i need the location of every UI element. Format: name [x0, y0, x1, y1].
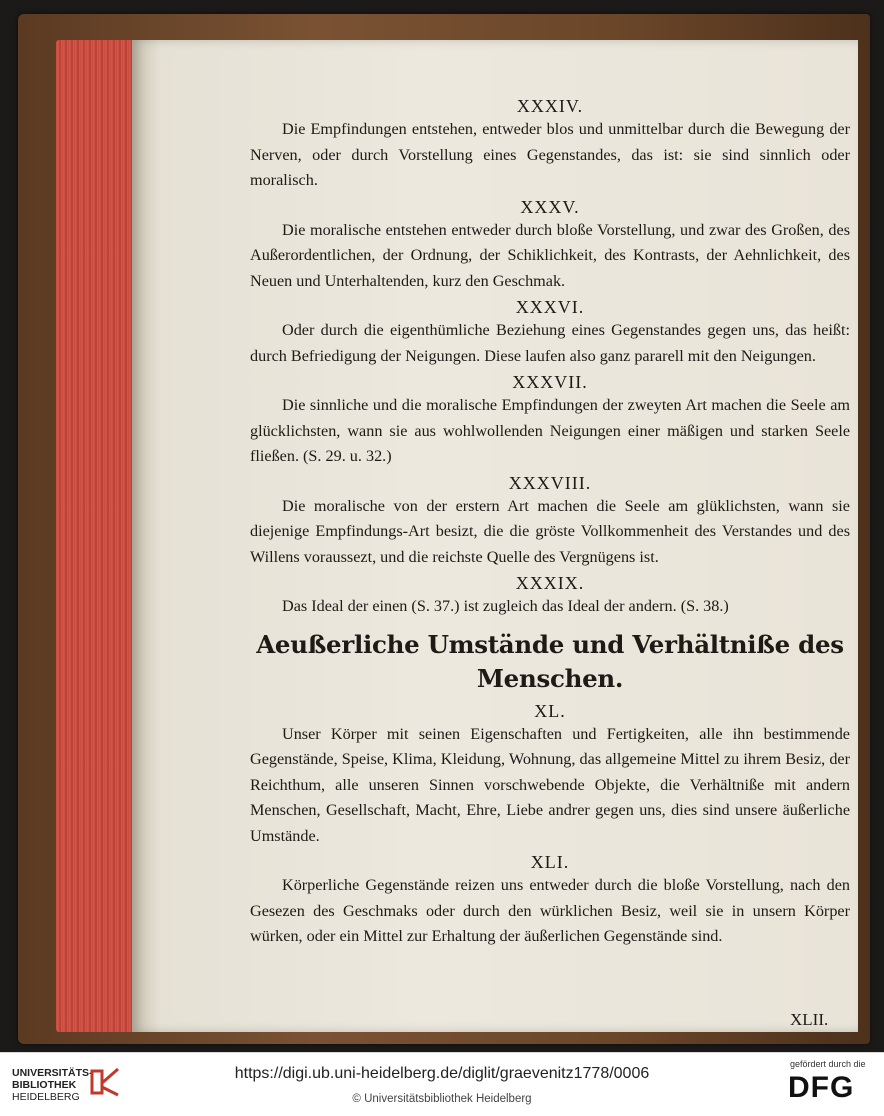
section-text: Die sinnliche und die moralische Empfindungen der zweyten Art machen die Seele am glücklichsten, wann sie aus wohlwollenden Neigungen einer mäßigen und starken Seele fließen. (S. 29. u. 32.) — [250, 396, 850, 465]
library-line-2: BIBLIOTHEK — [12, 1079, 77, 1091]
library-line-3: HEIDELBERG — [12, 1091, 80, 1103]
section-text: Die moralische entstehen entweder durch bloße Vorstellung, und zwar des Großen, des Außerordentlichen, der Ordnung, der Schiklichkeit, des Kontrasts, der Aehnlichkeit, des Neuen und Unterhaltenden, kurz den Geschmak. — [250, 220, 850, 290]
section-number: XXXIV. — [516, 96, 584, 116]
section-xxxviii — [250, 472, 850, 571]
section-text: Unser Körper mit seinen Eigenschaften und Fertigkeiten, alle ihn bestimmende Gegenstände, Speise, Klima, Kleidung, Wohnung, das allgemeine Mittel zu ihrem Besiz, der Reichthum, alle unseren Sinnen vorschwebende Objekte, die Verhältniße mit andern Menschen, Gesellschaft, Macht, Ehre, Liebe andrer gegen uns, dies sind unsere äußerliche Umstände. — [250, 724, 850, 845]
library-line-1: UNIVERSITÄTS- — [12, 1067, 93, 1079]
section-text: Körperliche Gegenstände reizen uns entweder durch die bloße Vorstellung, nach den Gesezen des Geschmaks oder durch den würklichen Besiz, weil sie in unsern Körper würken, oder ein Mittel zur Erhaltung der äußerlichen Gegenstände sind. — [250, 876, 850, 945]
section-number: XXXV. — [520, 196, 580, 217]
catchword: XLII. — [790, 1010, 829, 1029]
section-xxxvii — [250, 371, 850, 470]
section-text: Das Ideal der einen (S. 37.) ist zugleich das Ideal der andern. (S. 38.) — [282, 597, 729, 615]
section-number: XXXVI. — [515, 297, 585, 317]
section-number: XXXVIII. — [508, 472, 592, 493]
page-edge — [56, 40, 132, 1032]
section-number: XLI. — [530, 852, 570, 872]
page-url-link[interactable]: https://digi.ub.uni-heidelberg.de/diglit/graevenitz1778/0006 — [234, 1065, 650, 1082]
section-xxxiv — [250, 95, 850, 194]
chapter-heading: Aeußerliche Umstände und Verhältniße des Menschen. — [256, 629, 844, 693]
section-xl — [250, 700, 850, 850]
page-text — [250, 95, 850, 952]
funding-caption: gefördert durch die — [790, 1059, 866, 1069]
section-text: Die moralische von der erstern Art machen die Seele am glüklichsten, wann sie diejenige Empfindungs-Art besizt, die die gröste Vollkommenheit des Verstandes und des Willens voraussezt, und die reichste Quelle des Vergnügens ist. — [250, 496, 850, 566]
copyright-text: © Universitätsbibliothek Heidelberg — [352, 1093, 532, 1105]
footer-bar — [0, 1052, 884, 1116]
section-text: Die Empfindungen entstehen, entweder blos und unmittelbar durch die Bewegung der Nerven, oder durch Vorstellung eines Gegenstandes, das ist: sie sind sinnlich oder moralisch. — [250, 120, 850, 189]
section-xxxvi — [250, 296, 850, 369]
section-xxxix — [250, 572, 850, 620]
dfg-logo[interactable]: DFG — [788, 1071, 855, 1104]
section-xli — [250, 851, 850, 950]
section-number: XL. — [534, 700, 566, 721]
section-xxxv — [250, 196, 850, 295]
section-number: XXXVII. — [512, 372, 588, 392]
section-number: XXXIX. — [515, 573, 585, 593]
section-text: Oder durch die eigenthümliche Beziehung eines Gegenstandes gegen uns, das heißt: durch Befriedigung der Neigungen. Diese laufen also ganz pararell mit den Neigungen. — [250, 321, 850, 365]
